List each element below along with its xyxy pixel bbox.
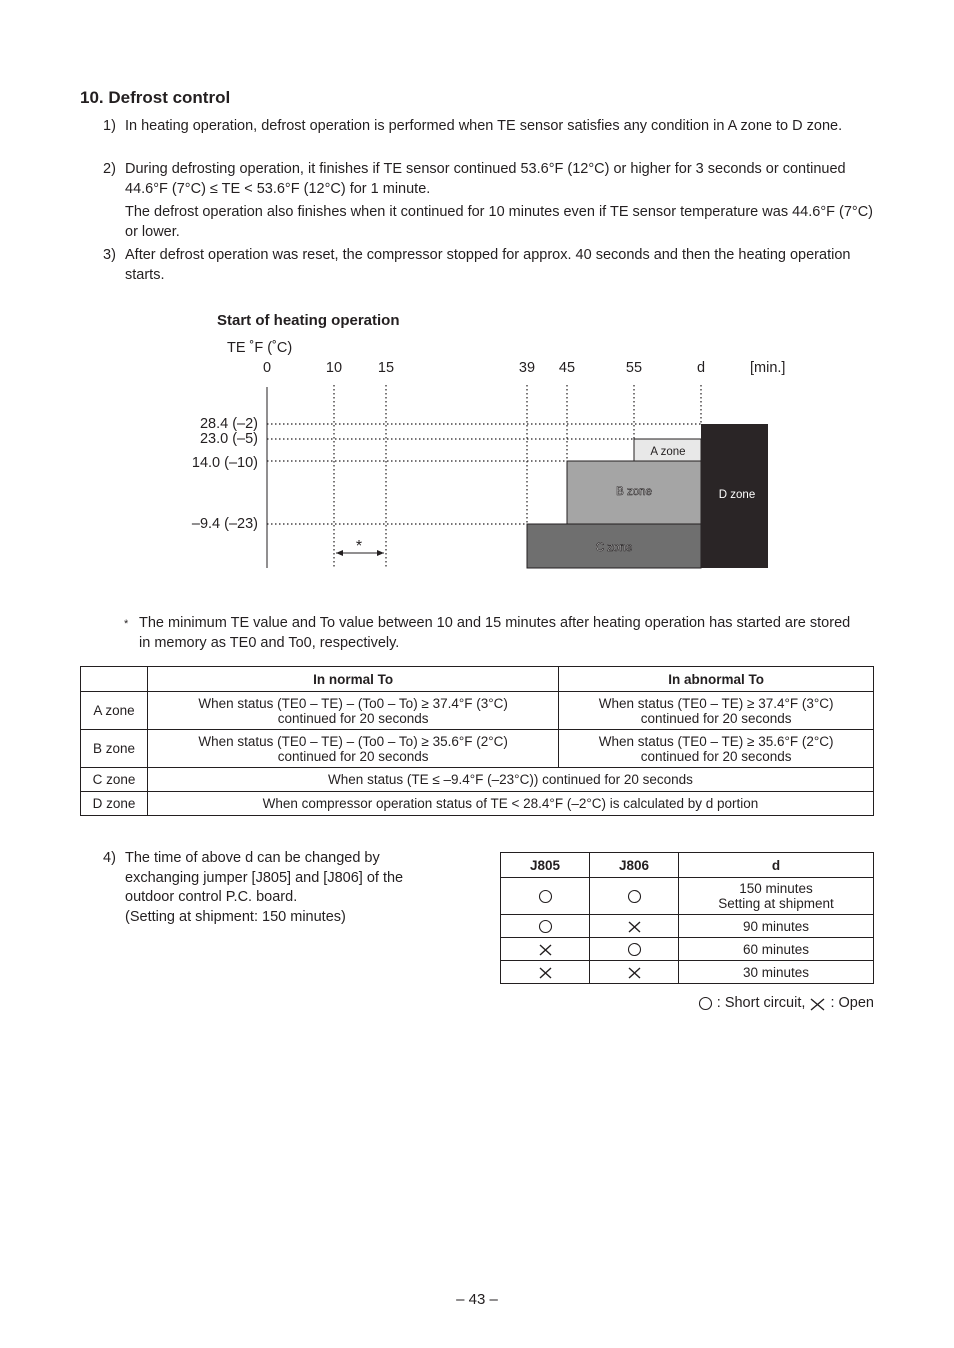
item-text: In heating operation, defrost operation is performed when TE sensor satisfies any condition in A zone to D zone. [125, 118, 843, 134]
legend-open: : Open [830, 995, 874, 1012]
y-tick-28-4: 28.4 (–2) [199, 416, 258, 432]
circle-icon [538, 919, 553, 934]
d-cell: 60 minutes [679, 938, 874, 961]
cross-icon [627, 919, 642, 934]
zone-name: B zone [81, 730, 148, 768]
item-text: The time of above d can be changed by exchanging jumper [J805] and [J806] of the outdoor control P.C. board. (Setting at shipment: 150 minutes) [125, 850, 404, 925]
table-row [81, 692, 874, 730]
table-row [501, 878, 874, 915]
header-empty [81, 667, 148, 692]
legend-short-circuit: : Short circuit, [716, 995, 806, 1012]
cross-icon [538, 942, 553, 957]
d-cell: 30 minutes [679, 961, 874, 984]
y-axis-unit: TE ˚F (˚C) [227, 340, 293, 356]
list-item-4 [103, 849, 463, 927]
y-tick-minus-9-4: –9.4 (–23) [191, 516, 258, 532]
header-j806: J806 [590, 853, 679, 878]
list-item-2 [103, 160, 873, 199]
defrost-zone-diagram [170, 305, 810, 585]
circle-icon [698, 996, 713, 1011]
j806-cell [590, 961, 679, 984]
item-text: After defrost operation was reset, the compressor stopped for approx. 40 seconds and then the heating operation starts. [125, 247, 851, 283]
j805-cell [501, 961, 590, 984]
item-number: 1) [103, 118, 116, 134]
abnormal-condition: When status (TE0 – TE) ≥ 37.4°F (3°C) continued for 20 seconds [559, 692, 874, 730]
cross-icon [809, 996, 826, 1011]
y-tick-23-0: 23.0 (–5) [199, 431, 258, 447]
cross-icon [538, 965, 553, 980]
table-header-row [501, 853, 874, 878]
j805-cell [501, 878, 590, 915]
zone-name: D zone [81, 792, 148, 816]
merged-condition: When status (TE ≤ –9.4°F (–23°C)) continued for 20 seconds [148, 768, 874, 792]
cross-icon [627, 965, 642, 980]
diagram-title: Start of heating operation [217, 312, 400, 329]
symbol-legend [698, 995, 874, 1011]
j806-cell [590, 938, 679, 961]
table-row [501, 961, 874, 984]
list-item-2-continued [103, 203, 873, 242]
circle-icon [627, 942, 642, 957]
normal-condition: When status (TE0 – TE) – (To0 – To) ≥ 37.4°F (3°C) continued for 20 seconds [148, 692, 559, 730]
zone-name: A zone [81, 692, 148, 730]
table-row [81, 768, 874, 792]
d-cell: 150 minutes Setting at shipment [679, 878, 874, 915]
j805-cell [501, 938, 590, 961]
item-text: During defrosting operation, it finishes if TE sensor continued 53.6°F (12°C) or higher for 3 seconds or continued 44.6°F (7°C) ≤ TE < 53.6°F (12°C) for 1 minute. [125, 161, 846, 197]
x-tick-55: 55 [625, 360, 643, 376]
header-j805: J805 [501, 853, 590, 878]
zone-condition-table [80, 666, 874, 816]
a-zone-label: A zone [650, 446, 686, 458]
section-title: 10. Defrost control [80, 88, 231, 107]
j805-cell [501, 915, 590, 938]
x-tick-0: 0 [262, 360, 272, 376]
abnormal-condition: When status (TE0 – TE) ≥ 35.6°F (2°C) continued for 20 seconds [559, 730, 874, 768]
table-row [501, 938, 874, 961]
footnote [124, 614, 864, 653]
x-tick-d: d [696, 360, 706, 376]
item-number: 4) [103, 850, 116, 866]
x-tick-39: 39 [518, 360, 536, 376]
item-number: 3) [103, 247, 116, 263]
jumper-table [500, 852, 874, 984]
x-axis-unit: [min.] [750, 360, 786, 376]
list-item-1 [103, 117, 873, 137]
j806-cell [590, 915, 679, 938]
x-tick-10: 10 [325, 360, 343, 376]
merged-condition: When compressor operation status of TE < 28.4°F (–2°C) is calculated by d portion [148, 792, 874, 816]
footnote-star: * [124, 618, 129, 630]
footnote-text: The minimum TE value and To value between 10 and 15 minutes after heating operation has started are stored in memory as TE0 and To0, respectively. [139, 615, 851, 651]
table-row [81, 792, 874, 816]
header-normal-to: In normal To [148, 667, 559, 692]
y-tick-14-0: 14.0 (–10) [191, 455, 258, 471]
header-d: d [679, 853, 874, 878]
item-text: The defrost operation also finishes when it continued for 10 minutes even if TE sensor temperature was 44.6°F (7°C) or lower. [125, 204, 873, 240]
c-zone-label: C zone [595, 542, 633, 554]
table-row [81, 730, 874, 768]
list-item-3 [103, 246, 873, 285]
table-header-row [81, 667, 874, 692]
table-row [501, 915, 874, 938]
circle-icon [627, 889, 642, 904]
star-interval-arrow [336, 538, 384, 556]
item-number: 2) [103, 161, 116, 177]
page-number: – 43 – [456, 1291, 498, 1308]
d-zone-label: D zone [718, 489, 756, 501]
d-cell: 90 minutes [679, 915, 874, 938]
zone-name: C zone [81, 768, 148, 792]
x-tick-45: 45 [558, 360, 576, 376]
j806-cell [590, 878, 679, 915]
b-zone-label: B zone [616, 486, 652, 498]
normal-condition: When status (TE0 – TE) – (To0 – To) ≥ 35.6°F (2°C) continued for 20 seconds [148, 730, 559, 768]
header-abnormal-to: In abnormal To [559, 667, 874, 692]
circle-icon [538, 889, 553, 904]
star-mark: * [355, 538, 363, 555]
x-tick-15: 15 [377, 360, 395, 376]
